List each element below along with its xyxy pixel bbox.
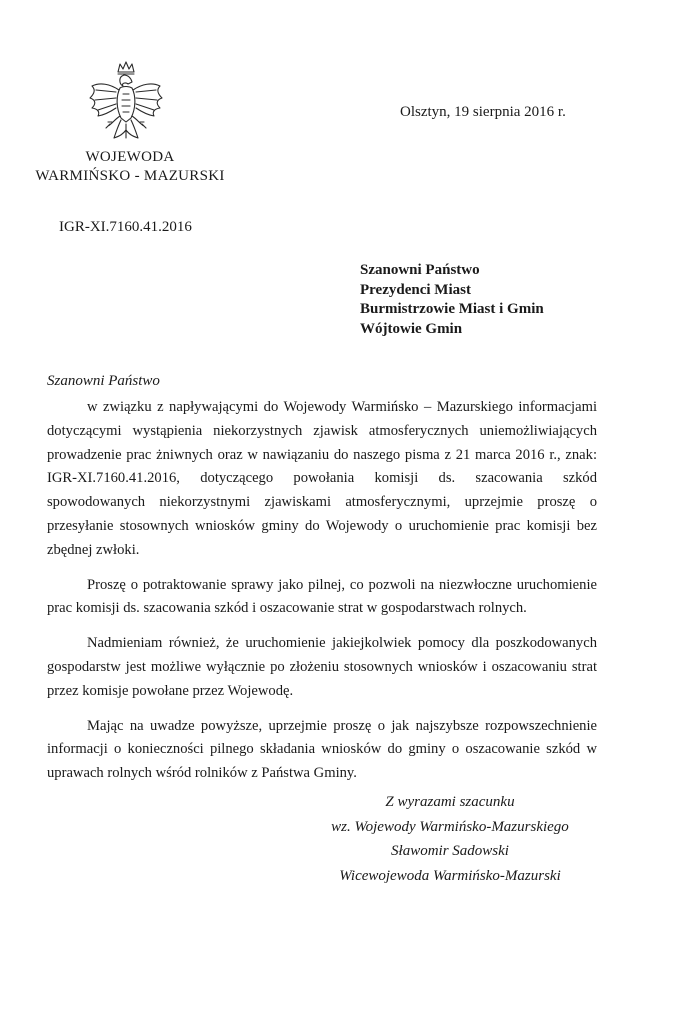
signatory-title: Wicewojewoda Warmińsko-Mazurski: [339, 867, 561, 884]
closing-on-behalf: wz. Wojewody Warmińsko-Mazurskiego: [331, 818, 569, 835]
reference-number: IGR-XI.7160.41.2016: [59, 219, 192, 235]
body-paragraph: Proszę o potraktowanie sprawy jako pilnej, co pozwoli na niezwłoczne uruchomienie prac komisji ds. szacowania szkód i oszacowanie strat w gospodarstwach rolnych.: [47, 576, 597, 617]
place-date: Olsztyn, 19 sierpnia 2016 r.: [400, 104, 566, 120]
closing-block: [300, 790, 600, 888]
issuer-region: WARMIŃSKO - MAZURSKI: [35, 168, 225, 184]
signatory-name: Sławomir Sadowski: [391, 843, 509, 859]
closing-greeting: Z wyrazami szacunku: [385, 794, 515, 810]
body-paragraph: Mając na uwadze powyższe, uprzejmie proszę o jak najszybsze rozpowszechnienie informacji o konieczności pilnego składania wniosków do gminy o oszacowanie szkód w uprawach rolnych wśród rolników z Państwa Gminy.: [47, 717, 597, 782]
addressee-line: Burmistrzowie Miast i Gmin: [360, 301, 544, 317]
issuer-title: WOJEWODA: [85, 149, 175, 165]
addressee-line: Prezydenci Miast: [360, 281, 471, 298]
salutation: Szanowni Państwo: [47, 373, 160, 389]
body-paragraph: Nadmieniam również, że uruchomienie jakiejkolwiek pomocy dla poszkodowanych gospodarstw jest możliwe wyłącznie po złożeniu stosownych wniosków i oszacowaniu strat przez komisje powołane przez Wojewodę.: [47, 635, 597, 699]
issuer-block: [20, 148, 240, 186]
polish-eagle-emblem-icon: [86, 60, 166, 146]
letter-body: [47, 396, 597, 797]
body-paragraph: w związku z napływającymi do Wojewody Warmińsko – Mazurskiego informacjami dotyczącymi wystąpienia niekorzystnych zjawisk atmosferycznych uniemożliwiających prowadzenie prac żniwnych oraz w nawiązaniu do naszego pisma z 21 marca 2016 r., znak: IGR-XI.7160.41.2016, dotyczącego powołania komisji ds. szacowania szkód spowodowanych niekorzystnymi zjawiskami atmosferycznymi, uprzejmie proszę o przesyłanie stosownych wniosków gminy do Wojewody o uruchomienie prac komisji bez zbędnej zwłoki.: [47, 399, 597, 558]
addressee-line: Szanowni Państwo: [360, 262, 480, 278]
addressee-block: [360, 261, 544, 339]
addressee-line: Wójtowie Gmin: [360, 320, 463, 337]
